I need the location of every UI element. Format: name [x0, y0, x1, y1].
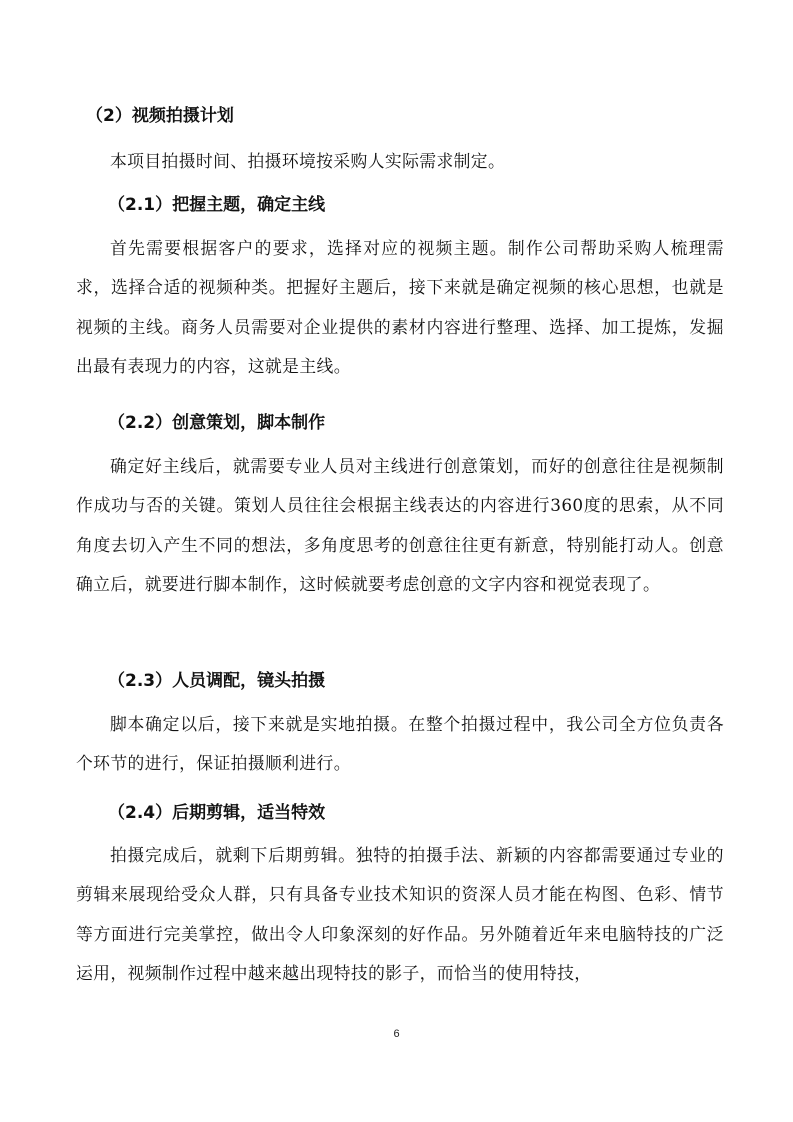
- subsection-body-2-3: 脚本确定以后，接下来就是实地拍摄。在整个拍摄过程中，我公司全方位负责各个环节的进行，保证拍摄顺利进行。: [76, 714, 724, 774]
- subsection-heading-2-1: （2.1）把握主题，确定主线: [108, 195, 326, 215]
- section-title: （2）视频拍摄计划: [86, 106, 234, 126]
- page-number: 6: [393, 1028, 400, 1040]
- section-intro: 本项目拍摄时间、拍摄环境按采购人实际需求制定。: [110, 151, 506, 171]
- subsection-body-2-1: 首先需要根据客户的要求，选择对应的视频主题。制作公司帮助采购人梳理需求，选择合适的视频种类。把握好主题后，接下来就是确定视频的核心思想，也就是视频的主线。商务人员需要对企业提供的素材内容进行整理、选择、加工提炼，发掘出最有表现力的内容，这就是主线。: [76, 238, 724, 377]
- subsection-body-2-4: 拍摄完成后，就剩下后期剪辑。独特的拍摄手法、新颖的内容都需要通过专业的剪辑来展现给受众人群，只有具备专业技术知识的资深人员才能在构图、色彩、情节等方面进行完美掌控，做出令人印象深刻的好作品。另外随着近年来电脑特技的广泛运用，视频制作过程中越来越出现特技的影子，而恰当的使用特技，: [76, 845, 724, 984]
- subsection-heading-2-3: （2.3）人员调配，镜头拍摄: [108, 671, 326, 691]
- subsection-heading-2-4: （2.4）后期剪辑，适当特效: [108, 803, 326, 823]
- subsection-heading-2-2: （2.2）创意策划，脚本制作: [108, 413, 326, 433]
- subsection-body-2-2: 确定好主线后，就需要专业人员对主线进行创意策划，而好的创意往往是视频制作成功与否的关键。策划人员往往会根据主线表达的内容进行360度的思索，从不同角度去切入产生不同的想法，多角度思考的创意往往更有新意，特别能打动人。创意确立后，就要进行脚本制作，这时候就要考虑创意的文字内容和视觉表现了。: [76, 456, 724, 595]
